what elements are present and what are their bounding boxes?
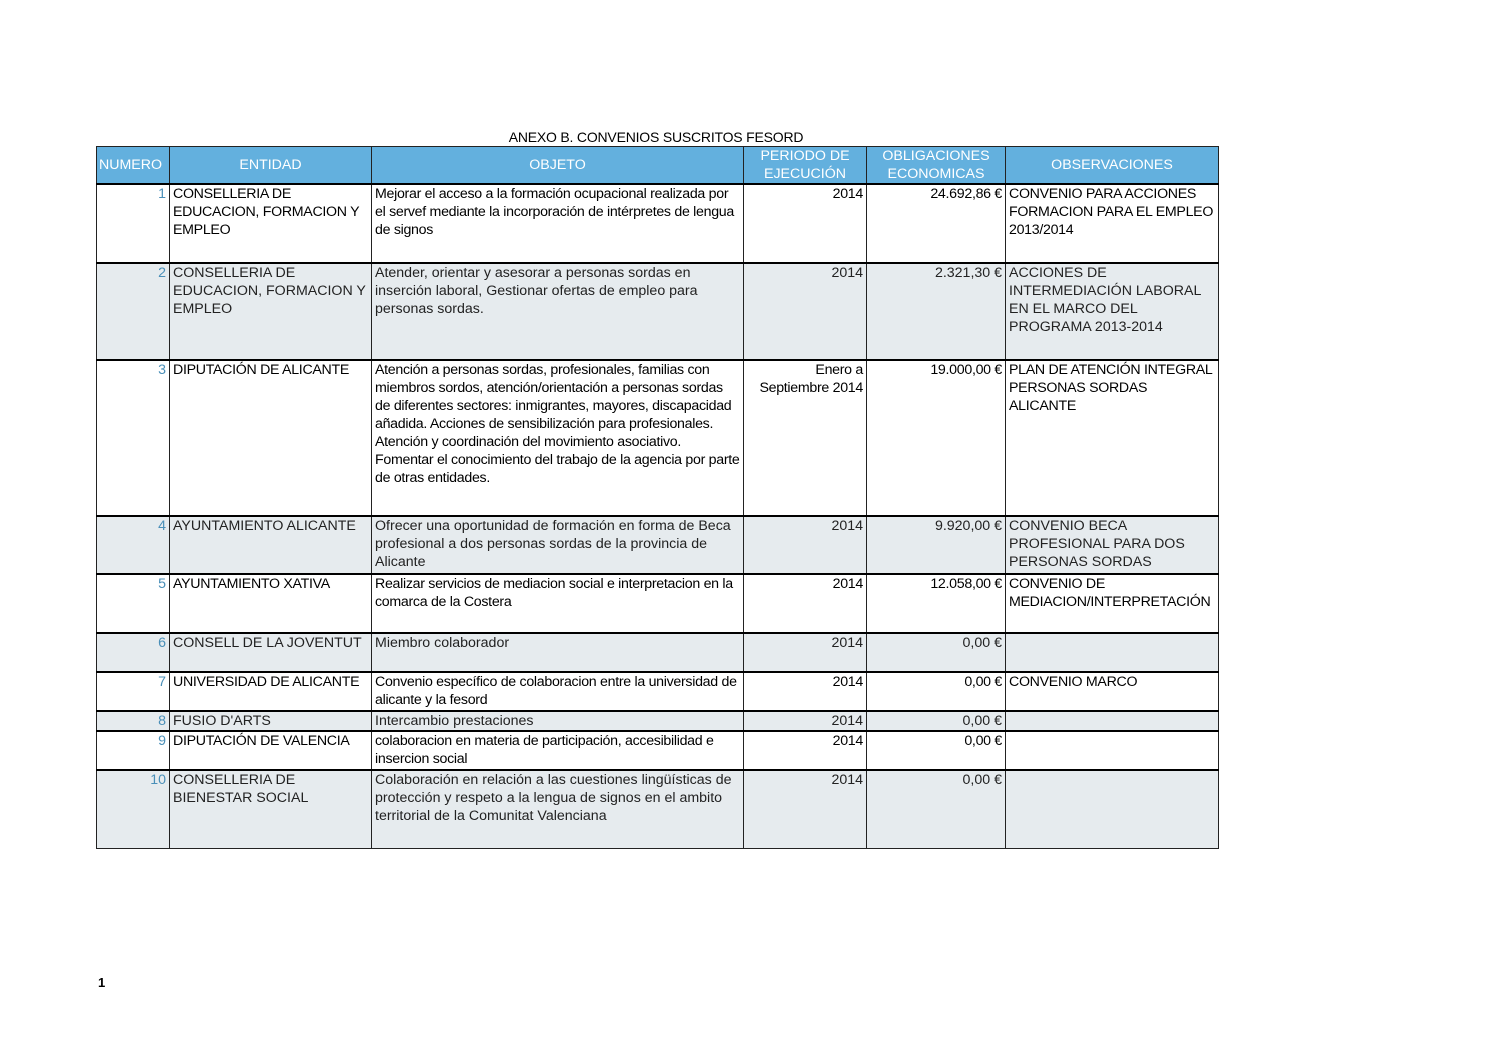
table-row bbox=[97, 633, 1219, 672]
cell-numero: 4 bbox=[97, 516, 170, 574]
cell-numero: 6 bbox=[97, 633, 170, 672]
cell-obligaciones: 0,00 € bbox=[867, 731, 1006, 770]
cell-periodo: 2014 bbox=[744, 672, 867, 711]
cell-periodo: 2014 bbox=[744, 516, 867, 574]
cell-entidad: CONSELLERIA DE EDUCACION, FORMACION Y EMPLEO bbox=[170, 263, 372, 360]
cell-numero: 8 bbox=[97, 711, 170, 731]
cell-objeto: Realizar servicios de mediacion social e interpretacion en la comarca de la Costera bbox=[372, 574, 744, 633]
cell-periodo: 2014 bbox=[744, 770, 867, 848]
cell-periodo: 2014 bbox=[744, 263, 867, 360]
cell-numero: 2 bbox=[97, 263, 170, 360]
cell-objeto: Ofrecer una oportunidad de formación en forma de Beca profesional a dos personas sordas de la provincia de Alicante bbox=[372, 516, 744, 574]
cell-obligaciones: 0,00 € bbox=[867, 711, 1006, 731]
cell-observaciones: PLAN DE ATENCIÓN INTEGRAL PERSONAS SORDAS ALICANTE bbox=[1006, 360, 1219, 516]
cell-entidad: CONSELLERIA DE EDUCACION, FORMACION Y EMPLEO bbox=[170, 184, 372, 263]
cell-obligaciones: 0,00 € bbox=[867, 633, 1006, 672]
cell-periodo: 2014 bbox=[744, 633, 867, 672]
table-row bbox=[97, 360, 1219, 516]
cell-observaciones: CONVENIO DE MEDIACION/INTERPRETACIÓN bbox=[1006, 574, 1219, 633]
cell-obligaciones: 19.000,00 € bbox=[867, 360, 1006, 516]
cell-entidad: DIPUTACIÓN DE VALENCIA bbox=[170, 731, 372, 770]
cell-numero: 10 bbox=[97, 770, 170, 848]
column-header-objeto: OBJETO bbox=[372, 147, 744, 185]
column-header-entidad: ENTIDAD bbox=[170, 147, 372, 185]
document-title: ANEXO B. CONVENIOS SUSCRITOS FESORD bbox=[508, 129, 804, 145]
cell-objeto: Mejorar el acceso a la formación ocupacional realizada por el servef mediante la incorporación de intérpretes de lengua de signos bbox=[372, 184, 744, 263]
column-header-obligaciones: OBLIGACIONES ECONOMICAS bbox=[867, 147, 1006, 185]
cell-numero: 9 bbox=[97, 731, 170, 770]
cell-entidad: DIPUTACIÓN DE ALICANTE bbox=[170, 360, 372, 516]
column-header-observaciones: OBSERVACIONES bbox=[1006, 147, 1219, 185]
cell-periodo: Enero a Septiembre 2014 bbox=[744, 360, 867, 516]
cell-observaciones bbox=[1006, 633, 1219, 672]
cell-numero: 1 bbox=[97, 184, 170, 263]
table-header-row bbox=[97, 147, 1219, 185]
table-row bbox=[97, 516, 1219, 574]
cell-entidad: AYUNTAMIENTO XATIVA bbox=[170, 574, 372, 633]
table-row bbox=[97, 184, 1219, 263]
cell-periodo: 2014 bbox=[744, 184, 867, 263]
cell-obligaciones: 0,00 € bbox=[867, 770, 1006, 848]
cell-objeto: Colaboración en relación a las cuestiones lingüísticas de protección y respeto a la lengua de signos en el ambito territorial de la Comunitat Valenciana bbox=[372, 770, 744, 848]
cell-entidad: CONSELL DE LA JOVENTUT bbox=[170, 633, 372, 672]
cell-observaciones bbox=[1006, 731, 1219, 770]
table-row bbox=[97, 711, 1219, 731]
cell-entidad: FUSIO D'ARTS bbox=[170, 711, 372, 731]
cell-observaciones bbox=[1006, 770, 1219, 848]
page-number: 1 bbox=[98, 975, 106, 990]
cell-objeto: Intercambio prestaciones bbox=[372, 711, 744, 731]
cell-entidad: CONSELLERIA DE BIENESTAR SOCIAL bbox=[170, 770, 372, 848]
cell-obligaciones: 2.321,30 € bbox=[867, 263, 1006, 360]
cell-objeto: Convenio específico de colaboracion entre la universidad de alicante y la fesord bbox=[372, 672, 744, 711]
cell-observaciones: CONVENIO MARCO bbox=[1006, 672, 1219, 711]
cell-objeto: Atención a personas sordas, profesionales, familias con miembros sordos, atención/orientación a personas sordas de diferentes sectores: inmigrantes, mayores, discapacidad añadida. Acciones de sensibilización para profesionales. Atención y coordinación del movimiento asociativo. Fomentar el conocimiento del trabajo de la agencia por parte de otras entidades. bbox=[372, 360, 744, 516]
cell-objeto: Miembro colaborador bbox=[372, 633, 744, 672]
cell-obligaciones: 9.920,00 € bbox=[867, 516, 1006, 574]
cell-numero: 5 bbox=[97, 574, 170, 633]
cell-obligaciones: 0,00 € bbox=[867, 672, 1006, 711]
table-row bbox=[97, 672, 1219, 711]
cell-periodo: 2014 bbox=[744, 711, 867, 731]
column-header-periodo: PERIODO DE EJECUCIÓN bbox=[744, 147, 867, 185]
cell-periodo: 2014 bbox=[744, 731, 867, 770]
convenios-table bbox=[96, 146, 1219, 849]
cell-objeto: Atender, orientar y asesorar a personas sordas en inserción laboral, Gestionar ofertas de empleo para personas sordas. bbox=[372, 263, 744, 360]
cell-observaciones: CONVENIO BECA PROFESIONAL PARA DOS PERSONAS SORDAS bbox=[1006, 516, 1219, 574]
cell-obligaciones: 24.692,86 € bbox=[867, 184, 1006, 263]
cell-observaciones: CONVENIO PARA ACCIONES FORMACION PARA EL EMPLEO 2013/2014 bbox=[1006, 184, 1219, 263]
cell-observaciones: ACCIONES DE INTERMEDIACIÓN LABORAL EN EL MARCO DEL PROGRAMA 2013-2014 bbox=[1006, 263, 1219, 360]
cell-numero: 3 bbox=[97, 360, 170, 516]
cell-periodo: 2014 bbox=[744, 574, 867, 633]
cell-numero: 7 bbox=[97, 672, 170, 711]
table-row bbox=[97, 731, 1219, 770]
cell-objeto: colaboracion en materia de participación, accesibilidad e insercion social bbox=[372, 731, 744, 770]
column-header-numero: NUMERO bbox=[97, 147, 170, 185]
table-row bbox=[97, 770, 1219, 848]
table-row bbox=[97, 263, 1219, 360]
cell-obligaciones: 12.058,00 € bbox=[867, 574, 1006, 633]
table-row bbox=[97, 574, 1219, 633]
cell-observaciones bbox=[1006, 711, 1219, 731]
cell-entidad: AYUNTAMIENTO ALICANTE bbox=[170, 516, 372, 574]
cell-entidad: UNIVERSIDAD DE ALICANTE bbox=[170, 672, 372, 711]
